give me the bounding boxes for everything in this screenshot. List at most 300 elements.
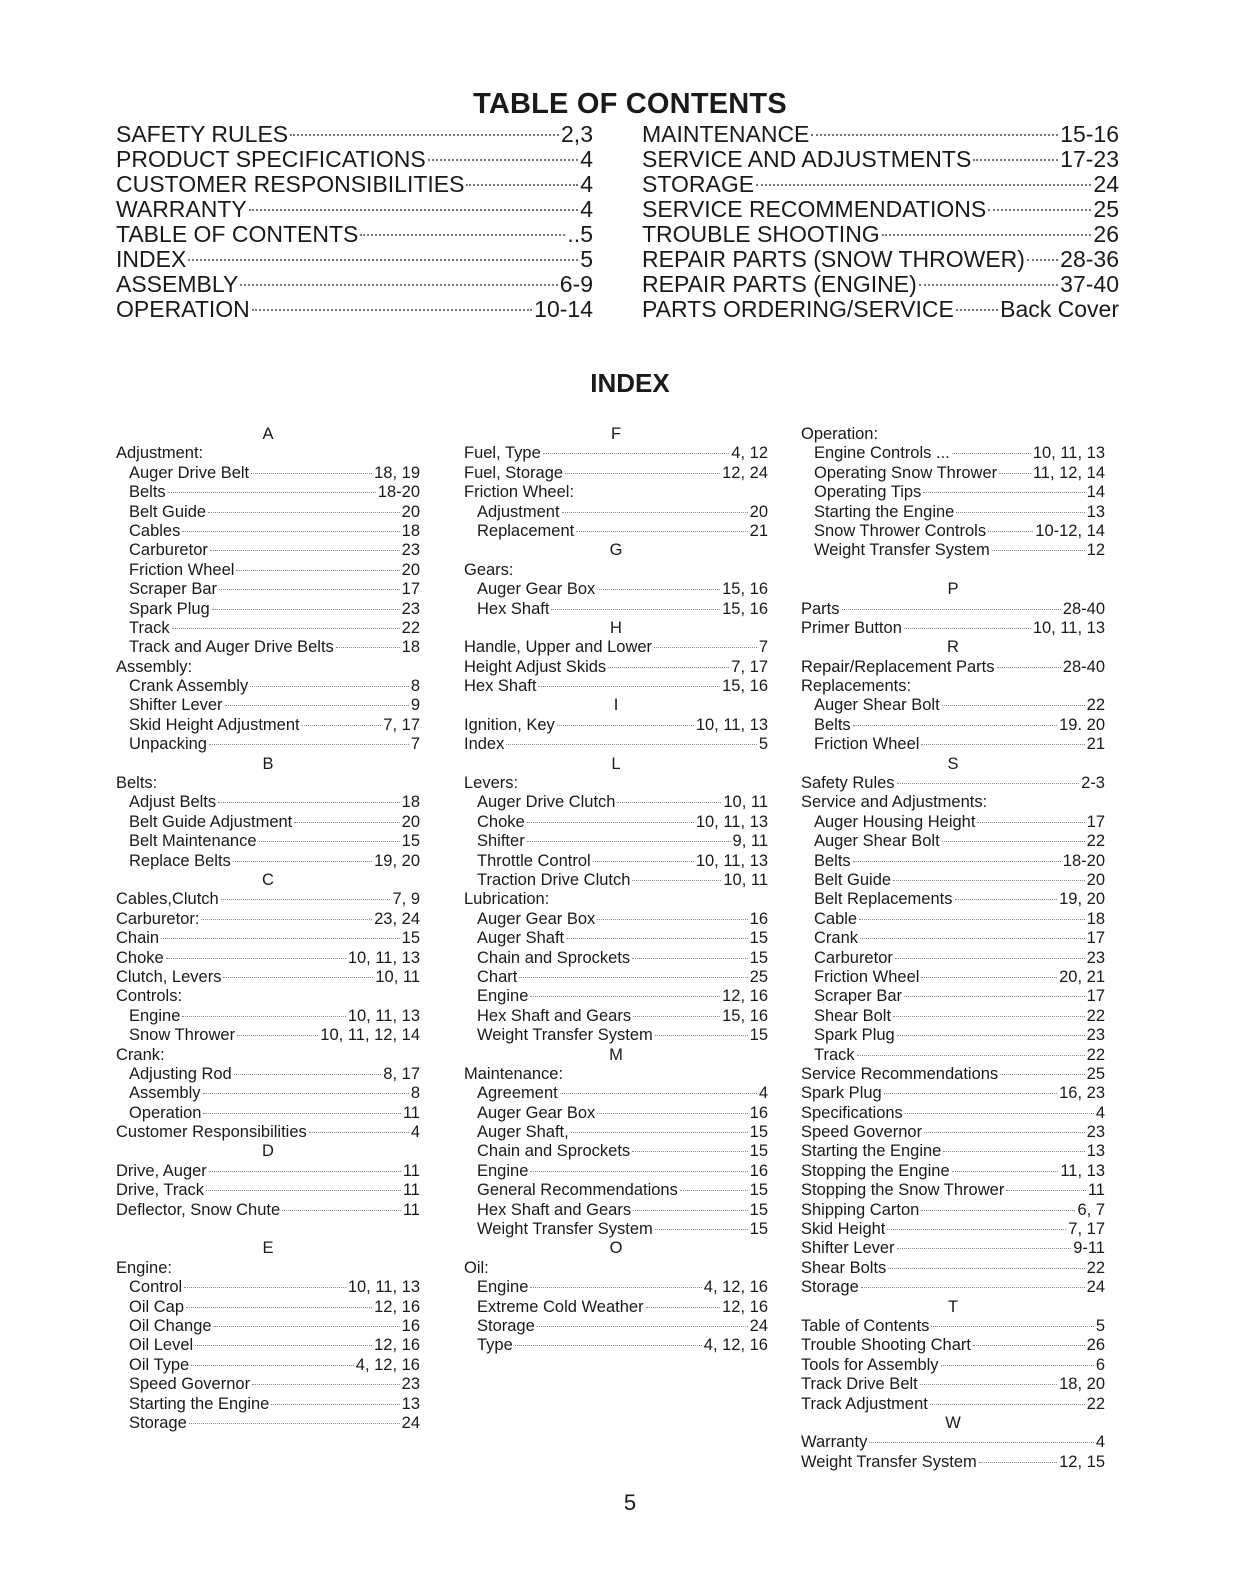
- dot-leader: [530, 1287, 701, 1288]
- index-subentry-label: Unpacking: [129, 735, 207, 754]
- index-entry-page: 4: [1095, 1433, 1105, 1452]
- index-subentry-page: 15: [401, 832, 420, 851]
- index-subentry-label: Chart: [477, 967, 518, 986]
- index-subentry: [116, 1356, 420, 1375]
- dot-leader: [869, 1442, 1093, 1443]
- index-entry-page: 6: [1095, 1355, 1105, 1374]
- index-subentry-label: Engine: [477, 1278, 529, 1297]
- index-subentry: [116, 1414, 420, 1433]
- index-subentry: [464, 949, 768, 968]
- dot-leader: [633, 1016, 720, 1017]
- index-entry-page: 9-11: [1073, 1239, 1105, 1258]
- index-entry-page: 16, 23: [1059, 1084, 1105, 1103]
- index-subentry: [801, 1026, 1105, 1045]
- index-group-heading-label: Lubrication:: [464, 890, 550, 909]
- index-subentry: [116, 561, 420, 580]
- index-subentry: [116, 1298, 420, 1317]
- index-subentry-page: 11, 12, 14: [1032, 463, 1105, 482]
- index-entry-label: Trouble Shooting Chart: [801, 1336, 971, 1355]
- index-subentry-page: 25: [749, 967, 768, 986]
- index-subentry: [464, 1123, 768, 1142]
- index-subentry-page: 17: [1086, 929, 1105, 948]
- index-subentry-label: Storage: [477, 1316, 535, 1335]
- toc-entry-page: 4: [580, 196, 593, 222]
- index-subentry-label: Control: [129, 1278, 183, 1297]
- toc-entry: [116, 247, 593, 272]
- index-subentry-label: Belt Guide: [129, 502, 207, 521]
- toc-entry: [642, 222, 1119, 247]
- index-entry: [116, 1201, 420, 1220]
- index-entry-label: Choke: [116, 948, 164, 967]
- dot-leader: [219, 589, 400, 590]
- dot-leader: [166, 958, 346, 959]
- index-subentry-label: General Recommendations: [477, 1181, 678, 1200]
- dot-leader: [973, 159, 1058, 161]
- index-letter-heading: W: [945, 1413, 961, 1432]
- index-subentry-page: 20: [1086, 870, 1105, 889]
- dot-leader: [530, 996, 720, 997]
- dot-leader: [186, 1307, 372, 1308]
- index-letter-heading: E: [262, 1239, 274, 1258]
- index-subentry-page: 15: [749, 948, 768, 967]
- index-subentry-label: Traction Drive Clutch: [477, 870, 631, 889]
- index-entry: [801, 658, 1105, 677]
- index-subentry-label: Shifter: [477, 832, 525, 851]
- dot-leader: [952, 453, 1031, 454]
- dot-leader: [853, 725, 1057, 726]
- index-entry: [116, 1123, 420, 1142]
- index-letter-heading: A: [262, 425, 274, 443]
- index-entry-label: Stopping the Engine: [801, 1161, 950, 1180]
- dot-leader: [537, 1326, 748, 1327]
- index-subentry-page: 4, 12, 16: [355, 1355, 420, 1374]
- index-entry: [801, 619, 1105, 638]
- toc-entry: [642, 297, 1119, 322]
- index-entry-label: Starting the Engine: [801, 1142, 942, 1161]
- index-subentry-page: 8: [410, 1084, 420, 1103]
- index-subentry-page: 9: [410, 696, 420, 715]
- dot-leader: [857, 1055, 1085, 1056]
- index-group-heading: [116, 1046, 420, 1065]
- toc-entry-page: 2,3: [561, 121, 593, 147]
- dot-leader: [223, 977, 373, 978]
- index-group-heading-label: Maintenance:: [464, 1064, 564, 1083]
- index-subentry-page: 10, 11, 13: [347, 1006, 420, 1025]
- dot-leader: [952, 1171, 1059, 1172]
- index-title: INDEX: [590, 368, 670, 398]
- index-subentry-label: Spark Plug: [814, 1026, 895, 1045]
- index-entry-label: Fuel, Type: [464, 444, 541, 463]
- dot-leader: [633, 1210, 748, 1211]
- index-subentry-page: 12, 16: [722, 1297, 768, 1316]
- dot-leader: [250, 686, 409, 687]
- toc-entry: [116, 147, 593, 172]
- index-entry-page: 13: [1086, 1142, 1105, 1161]
- toc-entry-page: 26: [1093, 221, 1119, 247]
- index-subentry-label: Adjusting Rod: [129, 1064, 232, 1083]
- index-entry-page: 23: [1086, 1123, 1105, 1142]
- toc-left-column: [116, 122, 593, 322]
- index-subentry: [464, 987, 768, 1006]
- index-letter-heading: G: [609, 541, 623, 560]
- dot-leader: [887, 1229, 1066, 1230]
- index-subentry: [464, 1026, 768, 1045]
- index-entry-label: Weight Transfer System: [801, 1452, 977, 1471]
- dot-leader: [201, 919, 372, 920]
- index-subentry-label: Chain and Sprockets: [477, 1142, 631, 1161]
- index-subentry-page: 24: [401, 1413, 420, 1432]
- index-entry-label: Repair/Replacement Parts: [801, 657, 995, 676]
- dot-leader: [860, 938, 1085, 939]
- dot-leader: [188, 259, 578, 261]
- index-subentry-label: Auger Shear Bolt: [814, 696, 940, 715]
- index-entry: [801, 1220, 1105, 1239]
- index-subentry-page: 15: [749, 1200, 768, 1219]
- index-subentry-label: Starting the Engine: [129, 1394, 270, 1413]
- index-subentry: [116, 1007, 420, 1026]
- dot-leader: [882, 234, 1092, 236]
- index-subentry: [801, 541, 1105, 560]
- dot-leader: [979, 1462, 1057, 1463]
- index-subentry-page: 10-12, 14: [1035, 521, 1105, 540]
- toc-entry: [116, 222, 593, 247]
- index-subentry-label: Friction Wheel: [814, 967, 920, 986]
- toc-entry-page: 5: [580, 246, 593, 272]
- index-entry-label: Height Adjust Skids: [464, 657, 607, 676]
- index-entry: [464, 638, 768, 657]
- index-subentry-label: Crank Assembly: [129, 677, 249, 696]
- toc-entry-page: Back Cover: [1000, 296, 1119, 322]
- index-subentry: [116, 541, 420, 560]
- index-subentry-page: 16: [749, 909, 768, 928]
- dot-leader: [956, 512, 1084, 513]
- index-subentry-label: Oil Cap: [129, 1297, 185, 1316]
- toc-entry-page: 37-40: [1060, 271, 1119, 297]
- index-subentry-label: Auger Housing Height: [814, 812, 976, 831]
- index-subentry: [464, 1181, 768, 1200]
- index-subentry-page: 22: [1086, 696, 1105, 715]
- dot-leader: [466, 184, 578, 186]
- dot-leader: [209, 1171, 401, 1172]
- dot-leader: [527, 822, 694, 823]
- index-subentry-page: 18-20: [1062, 851, 1105, 870]
- index-subentry-label: Carburetor: [814, 948, 893, 967]
- index-subentry: [801, 735, 1105, 754]
- index-subentry: [801, 929, 1105, 948]
- index-group-heading: [116, 774, 420, 793]
- index-subentry-label: Hex Shaft and Gears: [477, 1006, 632, 1025]
- index-entry: [116, 968, 420, 987]
- index-entry: [116, 890, 420, 909]
- index-subentry-page: 11: [402, 1103, 420, 1122]
- index-subentry-page: 15: [749, 1142, 768, 1161]
- index-letter-heading: D: [262, 1142, 274, 1161]
- index-subentry-page: 18: [401, 638, 420, 657]
- index-entry-page: 6, 7: [1077, 1200, 1105, 1219]
- index-subentry: [801, 696, 1105, 715]
- index-subentry: [116, 832, 420, 851]
- dot-leader: [519, 977, 747, 978]
- index-entry-label: Table of Contents: [801, 1316, 930, 1335]
- index-subentry-page: 10, 11, 13: [695, 851, 768, 870]
- toc-entry-label: STORAGE: [642, 171, 755, 197]
- index-subentry-label: Engine: [477, 1161, 529, 1180]
- index-subentry-label: Adjustment: [477, 502, 560, 521]
- index-subentry-label: Chain and Sprockets: [477, 948, 631, 967]
- index-entry-page: 28-40: [1062, 657, 1105, 676]
- index-letter-heading: O: [609, 1239, 623, 1258]
- dot-leader: [920, 1384, 1057, 1385]
- index-subentry: [464, 968, 768, 987]
- dot-leader: [562, 512, 748, 513]
- dot-leader: [617, 802, 721, 803]
- dot-leader: [251, 473, 372, 474]
- index-entry-page: 5: [1095, 1316, 1105, 1335]
- index-subentry: [464, 1162, 768, 1181]
- dot-leader: [921, 744, 1084, 745]
- toc-entry-page: 6-9: [559, 271, 593, 297]
- dot-leader: [221, 899, 391, 900]
- toc-entry-label: REPAIR PARTS (ENGINE): [642, 271, 917, 297]
- index-subentry-label: Choke: [477, 812, 525, 831]
- dot-leader: [924, 1132, 1085, 1133]
- index-group-heading: [801, 793, 1105, 812]
- index-subentry: [801, 522, 1105, 541]
- index-entry: [464, 444, 768, 463]
- index-subentry: [801, 464, 1105, 483]
- index-entry-label: Spark Plug: [801, 1084, 882, 1103]
- index-subentry-page: 10, 11: [723, 793, 768, 812]
- toc-entry-label: TABLE OF CONTENTS: [116, 221, 359, 247]
- index-subentry: [464, 580, 768, 599]
- index-entry-label: Drive, Track: [116, 1181, 205, 1200]
- index-entry-page: 4: [410, 1123, 420, 1142]
- index-entry-label: Shipping Carton: [801, 1200, 920, 1219]
- index-entry: [801, 1278, 1105, 1297]
- index-entry-page: 11: [1087, 1181, 1105, 1200]
- dot-leader: [237, 1035, 318, 1036]
- dot-leader: [811, 134, 1058, 136]
- toc-entry-label: SAFETY RULES: [116, 121, 289, 147]
- index-group-heading-label: Friction Wheel:: [464, 483, 575, 502]
- index-group-heading-label: Crank:: [116, 1045, 165, 1064]
- index-group-heading: [801, 425, 1105, 444]
- toc-entry-label: MAINTENANCE: [642, 121, 810, 147]
- toc-entry-label: WARRANTY: [116, 196, 247, 222]
- dot-leader: [184, 1287, 346, 1288]
- index-group-heading-label: Assembly:: [116, 657, 193, 676]
- index-entry: [801, 1065, 1105, 1084]
- dot-leader: [632, 958, 747, 959]
- dot-leader: [240, 284, 557, 286]
- index-subentry-label: Auger Gear Box: [477, 909, 596, 928]
- index-group-heading-label: Oil:: [464, 1258, 489, 1277]
- index-entry-page: 2-3: [1081, 774, 1105, 793]
- index-subentry: [801, 1007, 1105, 1026]
- dot-leader: [999, 473, 1031, 474]
- index-subentry-label: Storage: [129, 1413, 187, 1432]
- dot-leader: [861, 1287, 1085, 1288]
- dot-leader: [195, 1345, 372, 1346]
- index-subentry-label: Track: [814, 1045, 855, 1064]
- index-subentry-label: Type: [477, 1336, 513, 1355]
- index-entry-page: 28-40: [1062, 599, 1105, 618]
- dot-leader: [203, 1113, 400, 1114]
- dot-leader: [290, 134, 559, 136]
- index-subentry: [116, 483, 420, 502]
- index-letter-heading: H: [610, 618, 622, 637]
- index-entry: [801, 1433, 1105, 1452]
- dot-leader: [252, 309, 532, 311]
- index-subentry: [801, 483, 1105, 502]
- index-subentry-label: Auger Drive Clutch: [477, 793, 616, 812]
- dot-leader: [576, 531, 747, 532]
- index-subentry: [116, 696, 420, 715]
- index-subentry-page: 19, 20: [1059, 890, 1105, 909]
- index-subentry: [116, 1084, 420, 1103]
- index-subentry: [116, 619, 420, 638]
- dot-leader: [302, 725, 382, 726]
- dot-leader: [560, 1093, 757, 1094]
- index-subentry-page: 7: [410, 735, 420, 754]
- index-entry: [116, 929, 420, 948]
- dot-leader: [172, 628, 400, 629]
- index-subentry: [464, 1317, 768, 1336]
- dot-leader: [988, 531, 1033, 532]
- index-entry: [801, 1104, 1105, 1123]
- index-subentry: [464, 1104, 768, 1123]
- index-subentry-page: 15: [749, 1026, 768, 1045]
- index-subentry-page: 20: [401, 502, 420, 521]
- index-subentry: [116, 716, 420, 735]
- index-entry-page: 7, 17: [1068, 1220, 1105, 1239]
- dot-leader: [895, 958, 1085, 959]
- index-subentry-label: Scraper Bar: [814, 987, 903, 1006]
- index-entry-page: 11: [402, 1181, 420, 1200]
- index-letter-heading: S: [947, 754, 959, 773]
- index-subentry-page: 15, 16: [722, 599, 768, 618]
- index-entry-page: 7, 9: [392, 890, 420, 909]
- index-group-heading: [464, 561, 768, 580]
- dot-leader: [942, 705, 1085, 706]
- index-subentry: [801, 871, 1105, 890]
- dot-leader: [225, 705, 409, 706]
- index-subentry-page: 15, 16: [722, 1006, 768, 1025]
- dot-leader: [203, 1093, 409, 1094]
- toc-entry-label: SERVICE AND ADJUSTMENTS: [642, 146, 972, 172]
- index-letter-heading: I: [613, 696, 619, 715]
- index-subentry-page: 23: [401, 541, 420, 560]
- dot-leader: [842, 609, 1061, 610]
- dot-leader: [904, 628, 1031, 629]
- toc-title: TABLE OF CONTENTS: [473, 88, 787, 120]
- dot-leader: [893, 880, 1085, 881]
- index-subentry-page: 12, 16: [374, 1336, 420, 1355]
- index-column-1: [116, 425, 420, 1433]
- index-entry: [464, 716, 768, 735]
- index-subentry-label: Weight Transfer System: [814, 541, 990, 560]
- index-letter-heading: M: [609, 1045, 623, 1064]
- toc-entry-label: REPAIR PARTS (SNOW THROWER): [642, 246, 1025, 272]
- index-subentry: [801, 813, 1105, 832]
- dot-leader: [557, 725, 694, 726]
- dot-leader: [597, 919, 747, 920]
- index-entry-page: 11: [402, 1161, 420, 1180]
- index-letter-heading: R: [947, 638, 959, 657]
- index-subentry-page: 15: [749, 1123, 768, 1142]
- dot-leader: [646, 1307, 721, 1308]
- index-subentry: [464, 1278, 768, 1297]
- dot-leader: [182, 531, 399, 532]
- dot-leader: [191, 1365, 354, 1366]
- index-subentry: [464, 1142, 768, 1161]
- index-subentry-page: 23: [401, 1375, 420, 1394]
- dot-leader: [921, 1210, 1075, 1211]
- index-subentry: [116, 1026, 420, 1045]
- index-entry-label: Speed Governor: [801, 1123, 923, 1142]
- index-entry-label: Clutch, Levers: [116, 967, 222, 986]
- index-group-heading-label: Controls:: [116, 987, 183, 1006]
- index-subentry: [116, 503, 420, 522]
- index-subentry-page: 23: [401, 599, 420, 618]
- index-subentry-page: 10, 11: [723, 870, 768, 889]
- index-subentry-page: 17: [1086, 812, 1105, 831]
- index-entry-label: Handle, Upper and Lower: [464, 638, 653, 657]
- index-group-heading: [464, 1259, 768, 1278]
- toc-entry-label: PARTS ORDERING/SERVICE: [642, 296, 954, 322]
- index-subentry-label: Auger Gear Box: [477, 580, 596, 599]
- index-group-heading: [464, 1065, 768, 1084]
- dot-leader: [897, 783, 1080, 784]
- index-subentry-page: 22: [1086, 832, 1105, 851]
- index-subentry-page: 23: [1086, 1026, 1105, 1045]
- dot-leader: [655, 1035, 748, 1036]
- index-entry-label: Cables,Clutch: [116, 890, 219, 909]
- index-subentry-page: 12: [1086, 541, 1105, 560]
- dot-leader: [942, 841, 1085, 842]
- toc-entry-page: 4: [580, 171, 593, 197]
- dot-leader: [161, 938, 400, 939]
- index-spacer: [116, 1220, 420, 1239]
- dot-leader: [921, 977, 1057, 978]
- index-subentry-page: 23: [1086, 948, 1105, 967]
- index-subentry-page: 16: [749, 1103, 768, 1122]
- dot-leader: [336, 647, 400, 648]
- index-entry: [801, 1356, 1105, 1375]
- index-subentry-label: Cable: [814, 909, 858, 928]
- dot-leader: [236, 570, 399, 571]
- index-entry: [801, 1336, 1105, 1355]
- index-letter-heading: C: [262, 870, 274, 889]
- dot-leader: [905, 1113, 1094, 1114]
- index-subentry-page: 9, 11: [732, 832, 768, 851]
- index-subentry: [464, 871, 768, 890]
- index-subentry-page: 18: [401, 521, 420, 540]
- index-subentry-label: Operating Snow Thrower: [814, 463, 998, 482]
- index-entry-page: 23, 24: [374, 909, 420, 928]
- index-entry: [801, 1239, 1105, 1258]
- index-subentry: [464, 929, 768, 948]
- dot-leader: [655, 1229, 748, 1230]
- index-letter-heading: P: [947, 580, 959, 599]
- index-subentry: [464, 522, 768, 541]
- dot-leader: [1000, 1074, 1084, 1075]
- index-subentry-label: Belt Guide: [814, 870, 892, 889]
- index-subentry: [801, 949, 1105, 968]
- dot-leader: [884, 1093, 1057, 1094]
- toc-entry: [642, 272, 1119, 297]
- index-subentry-label: Skid Height Adjustment: [129, 715, 300, 734]
